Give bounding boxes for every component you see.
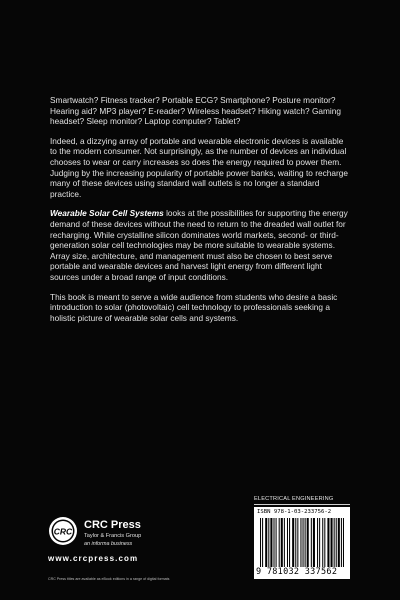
barcode-bar (297, 518, 298, 567)
barcode-bar (305, 518, 306, 567)
isbn-text: ISBN 978-1-03-233756-2 (257, 509, 332, 515)
blurb-paragraph-devices: Smartwatch? Fitness tracker? Portable ECG? Smartphone? Posture monitor? Hearing aid? MP3 player? E-reader? Wireless headset? Hiking watch? Gaming headset? Sleep monitor? Laptop computer? Tablet? (50, 95, 341, 127)
barcode-bar (273, 518, 274, 567)
barcode-bar (281, 518, 283, 567)
barcode-bar (262, 518, 263, 567)
barcode-bar (334, 518, 335, 567)
barcode-bar (289, 518, 290, 567)
barcode-bar (313, 518, 315, 567)
blurb-paragraph-book (50, 208, 350, 282)
back-cover-blurb (50, 95, 350, 332)
publisher-tagline: an informa business (84, 541, 133, 547)
blurb-paragraph-audience: This book is meant to serve a wide audience from students who desire a basic introduction to solar (photovoltaic) cell technology to professionals seeking a holistic picture of wearable solar cells and systems. (50, 291, 338, 323)
crc-logo-icon (48, 516, 78, 546)
barcode-bar (319, 518, 320, 567)
publisher-name: CRC Press (84, 519, 141, 531)
barcode-bar (336, 518, 337, 567)
barcode-bar (343, 518, 344, 567)
barcode-bar (270, 518, 272, 567)
barcode-bar (303, 518, 304, 567)
barcode-bar (311, 518, 312, 567)
barcode-bar (260, 518, 261, 567)
svg-text:CRC: CRC (53, 526, 73, 537)
barcode-bar (327, 518, 329, 567)
barcode-digits: 9 781032 337562 (256, 567, 338, 577)
blurb-paragraph-energy: Indeed, a dizzying array of portable and wearable electronic devices is available to the modern consumer. Not surprisingly, as the number of devices an individual chooses to wear or carry increases so does the energy required to power them. Judging by the increasing popularity of portable power banks, waiting to recharge many of these devices using standard wall outlets is no longer a standard practice. (50, 135, 348, 199)
blurb-paragraph-book-text: looks at the possibilities for supporting the energy demand of these devices without the need to return to the dreaded wall outlet for recharging. While crystalline silicon dominates world markets, second- or third-generation solar cell technologies may be more suitable to wearable systems. Array size, architecture, and management must also be chosen to best serve portable and wearable devices and harvest light energy from different light sources under a broad range of input conditions. (50, 208, 348, 282)
isbn-barcode (254, 507, 350, 579)
barcode-bar (338, 518, 340, 567)
barcode-bar (324, 518, 325, 567)
barcode-bar (268, 518, 269, 567)
book-title-emphasis: Wearable Solar Cell Systems (50, 208, 164, 219)
barcode-bar (279, 518, 280, 567)
barcode-bar (341, 518, 342, 567)
barcode-bar (331, 518, 333, 567)
publisher-url: www.crcpress.com (48, 554, 139, 563)
publisher-block (48, 516, 248, 590)
subject-category: ELECTRICAL ENGINEERING (254, 496, 350, 505)
barcode-bar (317, 518, 318, 567)
barcode-bar (287, 518, 288, 567)
ebook-availability-note: CRC Press titles are available as eBook editions in a range of digital formats (48, 577, 170, 581)
barcode-bar (284, 518, 285, 567)
barcode-bar (307, 518, 309, 567)
barcode-bar (322, 518, 323, 567)
barcode-bar (295, 518, 296, 567)
barcode-bar (276, 518, 277, 567)
barcode-bars-icon (260, 518, 344, 567)
barcode-bar (292, 518, 294, 567)
barcode-bar (300, 518, 301, 567)
publisher-group: Taylor & Francis Group (84, 533, 142, 539)
barcode-bar (265, 518, 267, 567)
